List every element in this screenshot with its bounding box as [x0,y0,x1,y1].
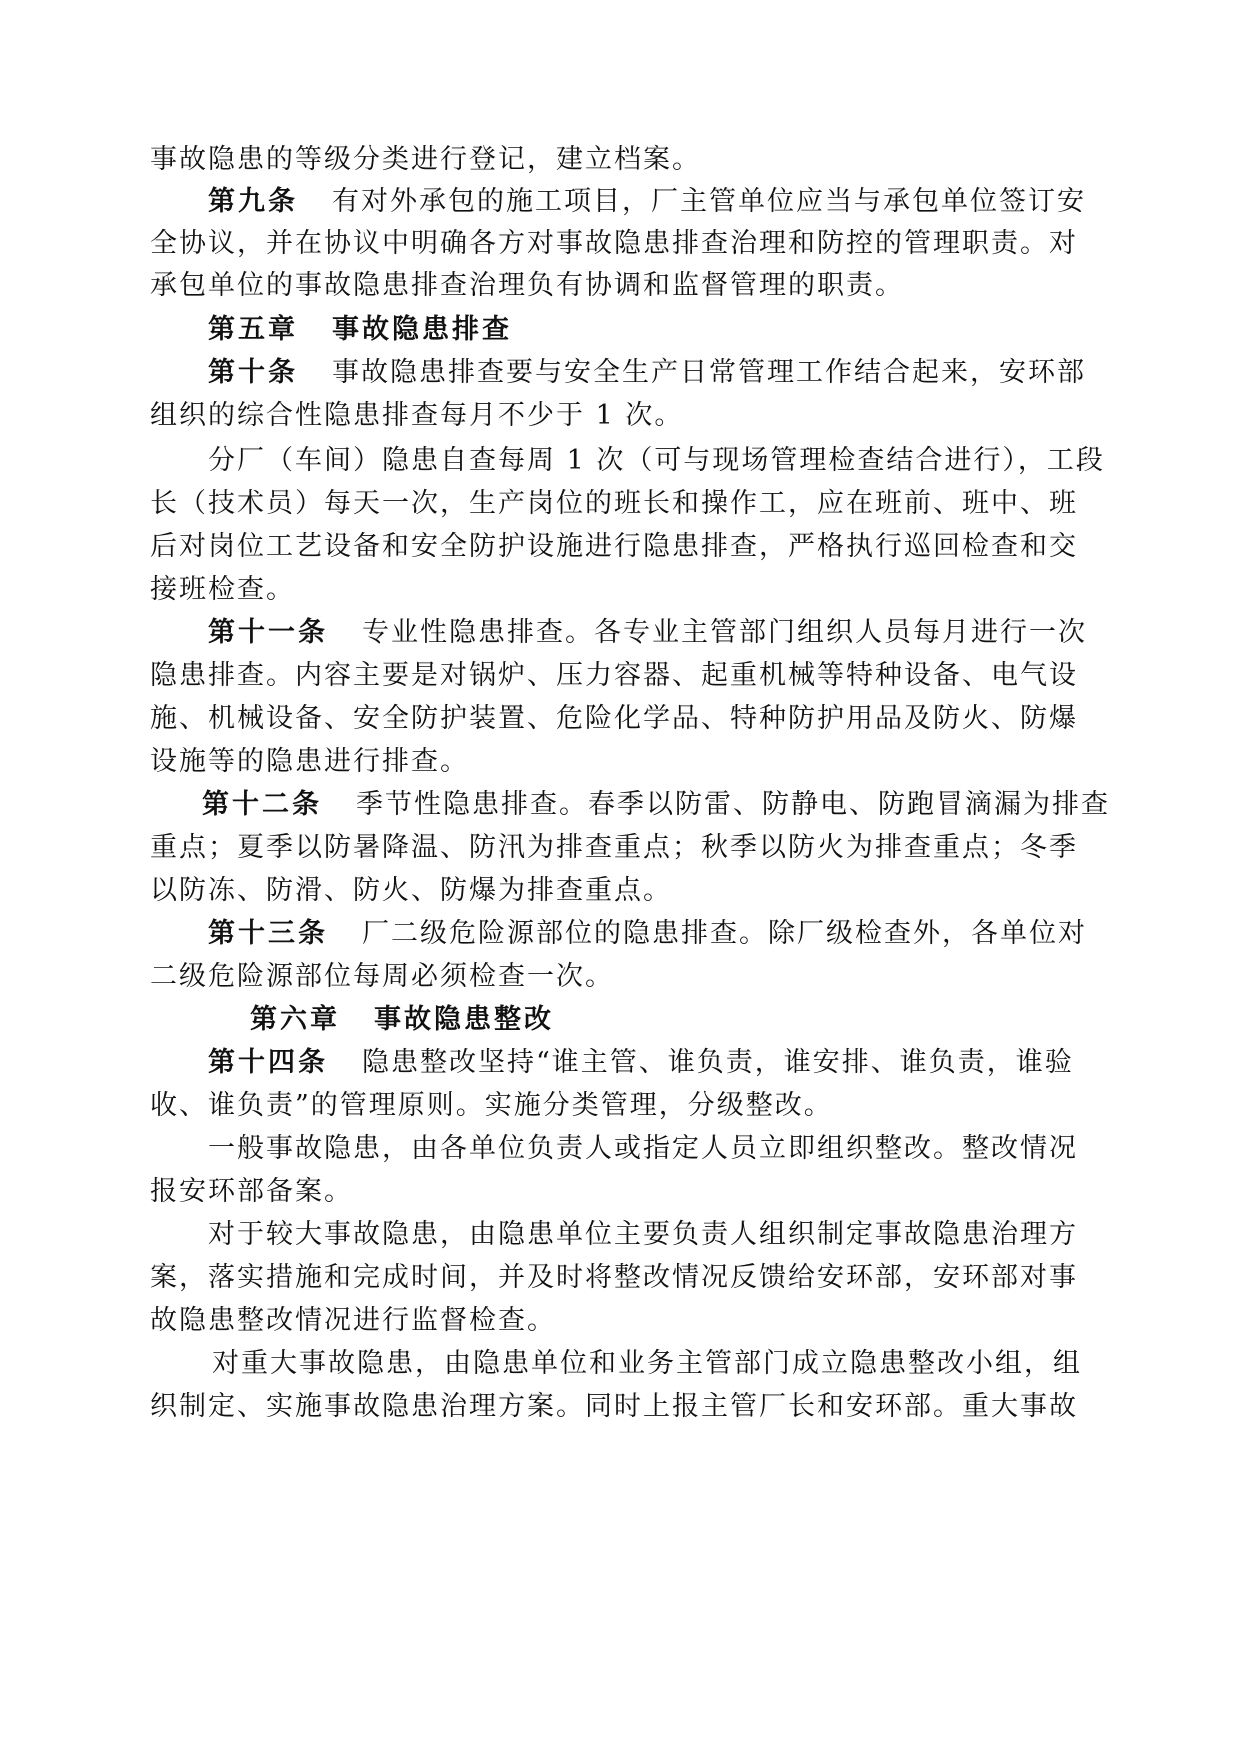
text-line: 以防冻、防滑、防火、防爆为排查重点。 [150,875,672,906]
chapter-5-heading [208,310,1090,350]
text-line: 事故隐患的等级分类进行登记，建立档案。 [150,144,701,175]
text-line: 对重大事故隐患，由隐患单位和业务主管部门成立隐患整改小组，组 [212,1348,1082,1379]
text-line: 报安环部备案。 [150,1176,353,1207]
text-line: 一般事故隐患，由各单位负责人或指定人员立即组织整改。整改情况 [208,1133,1078,1164]
article-10-text: 事故隐患排查要与安全生产日常管理工作结合起来，安环部 [332,357,1086,388]
text-line: 隐患排查。内容主要是对锅炉、压力容器、起重机械等特种设备、电气设 [150,660,1078,691]
text-line: 施、机械设备、安全防护装置、危险化学品、特种防护用品及防火、防爆 [150,703,1078,734]
text-line: 长（技术员）每天一次，生产岗位的班长和操作工，应在班前、班中、班 [150,488,1078,519]
text-line: 组织的综合性隐患排查每月不少于 1 次。 [150,400,684,431]
article-12-heading: 第十二条 [202,789,322,820]
article-10-line-1 [208,353,1090,393]
article-14-line-1 [208,1043,1090,1083]
article-14-text: 隐患整改坚持“谁主管、谁负责，谁安排、谁负责，谁验 [362,1047,1074,1078]
text-line: 故隐患整改情况进行监督检查。 [150,1305,556,1336]
article-9-line-1 [208,182,1090,222]
article-10-heading: 第十条 [208,357,298,388]
text-line: 后对岗位工艺设备和安全防护设施进行隐患排查，严格执行巡回检查和交 [150,531,1078,562]
text-line: 全协议，并在协议中明确各方对事故隐患排查治理和防控的管理职责。对 [150,228,1078,259]
chapter-5-title: 事故隐患排查 [332,314,512,345]
chapter-6-number: 第六章 [250,1004,340,1035]
text-line: 二级危险源部位每周必须检查一次。 [150,961,614,992]
article-12-text: 季节性隐患排查。春季以防雷、防静电、防跑冒滴漏为排查 [356,789,1110,820]
article-13-line-1 [208,914,1090,954]
article-14-heading: 第十四条 [208,1047,328,1078]
chapter-6-title: 事故隐患整改 [374,1004,554,1035]
article-11-text: 专业性隐患排查。各专业主管部门组织人员每月进行一次 [362,617,1087,648]
article-9-heading: 第九条 [208,186,298,217]
article-11-heading: 第十一条 [208,617,328,648]
article-13-heading: 第十三条 [208,918,328,949]
text-line: 重点；夏季以防暑降温、防汛为排查重点；秋季以防火为排查重点；冬季 [150,832,1078,863]
chapter-6-heading [250,1000,1190,1040]
chapter-5-number: 第五章 [208,314,298,345]
text-line: 接班检查。 [150,574,295,605]
text-line: 承包单位的事故隐患排查治理负有协调和监督管理的职责。 [150,270,904,301]
article-13-text: 厂二级危险源部位的隐患排查。除厂级检查外，各单位对 [362,918,1087,949]
text-line: 分厂（车间）隐患自查每周 1 次（可与现场管理检查结合进行），工段 [208,445,1105,476]
text-line: 设施等的隐患进行排查。 [150,746,469,777]
text-line: 收、谁负责”的管理原则。实施分类管理，分级整改。 [150,1090,833,1121]
article-11-line-1 [208,613,1090,653]
text-line: 案，落实措施和完成时间，并及时将整改情况反馈给安环部，安环部对事 [150,1262,1078,1293]
text-line: 对于较大事故隐患，由隐患单位主要负责人组织制定事故隐患治理方 [208,1219,1078,1250]
article-9-text: 有对外承包的施工项目，厂主管单位应当与承包单位签订安 [332,186,1086,217]
text-line: 织制定、实施事故隐患治理方案。同时上报主管厂长和安环部。重大事故 [150,1391,1078,1422]
article-12-line-1 [202,785,1110,825]
